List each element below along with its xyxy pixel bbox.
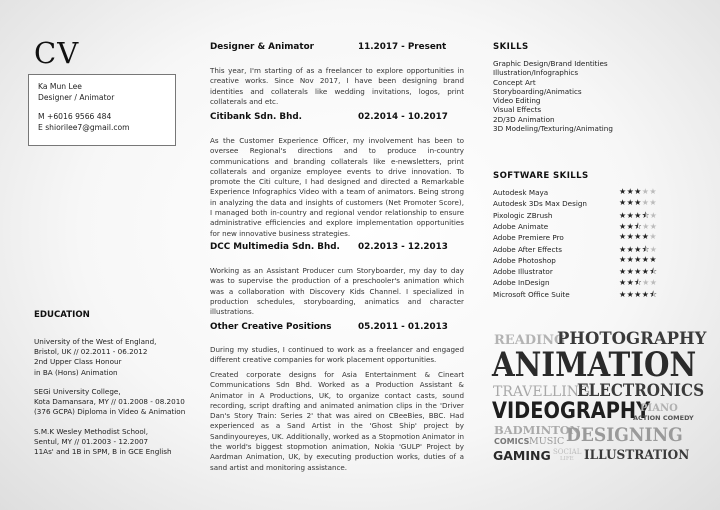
interest-word: COMICS [494, 437, 530, 446]
education-line: 2nd Upper Class Honour [34, 357, 122, 367]
job-description: Created corporate designs for Asia Entertainment & Cineart Communications Sdn Bhd. Worked as a Production Assistant & Animator in A Productions, UK, to organize contact casts, sound recording, script drafting and animated animation clips in the 'Driver Dan's Story Train: Series 2' that was aired on CBeeBies, BBC. Had experienced as a Sand Artist in the 'Ghost Ship' project by Sandinyoureyes, UK. Additionally, worked as a Stopmotion Animator in the world's biggest stopmotion animation, Nokia 'GULP' Project by Aardman Animation, UK, by executing production works, duties of a sand artist and monitoring assistance. [210, 370, 464, 472]
education-line: in BA (Hons) Animation [34, 367, 118, 377]
software-row [493, 290, 669, 301]
job-heading [210, 42, 447, 52]
job-description: During my studies, I continued to work as a freelancer and engaged different creative companies for work placement opportunities. [210, 345, 464, 365]
interest-word: PHOTOGRAPHY [557, 329, 707, 348]
software-name: Microsoft Office Suite [493, 289, 570, 299]
software-name: Adobe Premiere Pro [493, 233, 564, 243]
interest-word: SOCIAL [553, 448, 582, 456]
job-date: 02.2013 - 12.2013 [358, 242, 448, 252]
education-line: Bristol, UK // 02.2011 - 06.2012 [34, 347, 148, 357]
education-line: SEGi University College, [34, 387, 121, 396]
skill-item: Graphic Design/Brand Identities [493, 59, 608, 68]
education-line: University of the West of England, [34, 337, 157, 346]
skill-item: Visual Effects [493, 105, 542, 115]
star-rating-icon: ★★★★★ [619, 232, 657, 242]
interest-word: READING [494, 333, 566, 348]
interest-word: PIANO [640, 403, 678, 414]
job-date: 11.2017 - Present [358, 42, 447, 52]
skill-item: Video Editing [493, 96, 541, 106]
star-rating-icon: ★★★★⯪ [619, 289, 658, 299]
software-heading: SOFTWARE SKILLS [493, 171, 589, 181]
contact-name: Ka Mun Lee [38, 82, 82, 91]
education-item [34, 427, 172, 458]
interest-word: DESIGNING [566, 424, 683, 446]
job-description: Working as an Assistant Producer cum Storyboarder, my day to day was to supervise the production of a preschooler's animation which was a collaboration with Discovery Kids Channel. I specialized in production schedules, storyboarding, animatics and character illustrations. [210, 266, 464, 317]
job-title: Citibank Sdn. Bhd. [210, 112, 303, 122]
skill-item: 3D Modeling/Texturing/Animating [493, 124, 613, 134]
interest-word: GAMING [493, 448, 551, 463]
interest-word: ELECTRONICS [577, 381, 705, 400]
software-name: Autodesk Maya [493, 188, 549, 197]
interest-word: VIDEOGRAPHY [492, 399, 651, 424]
interest-word: LIFE [560, 456, 574, 462]
software-name: Adobe After Effects [493, 244, 562, 254]
star-rating-icon: ★★★⯪★ [619, 210, 658, 220]
job-heading [210, 242, 448, 252]
skill-item: Illustration/Infographics [493, 68, 579, 78]
contact-email: E shiorilee7@gmail.com [38, 123, 130, 132]
job-title: DCC Multimedia Sdn. Bhd. [210, 242, 340, 252]
job-heading [210, 112, 448, 122]
star-rating-icon: ★★★★★ [619, 254, 657, 264]
education-line: Sentul, MY // 01.2003 - 12.2007 [34, 437, 149, 447]
education-item [34, 337, 156, 378]
skill-item: 2D/3D Animation [493, 114, 555, 124]
job-date: 02.2014 - 10.2017 [358, 112, 448, 122]
education-line: 11As' and 1B in SPM, B in GCE English [34, 447, 172, 457]
interest-word: ILLUSTRATION [584, 448, 690, 463]
job-date: 05.2011 - 01.2013 [358, 322, 448, 332]
interest-word: MUSIC [529, 436, 565, 447]
skill-item: Storyboarding/Animatics [493, 86, 582, 96]
education-line: (376 GCPA) Diploma in Video & Animation [34, 407, 186, 417]
software-name: Autodesk 3Ds Max Design [493, 199, 587, 209]
star-rating-icon: ★★★★★ [619, 187, 657, 196]
job-title: Designer & Animator [210, 42, 314, 52]
star-rating-icon: ★★★★★ [619, 198, 657, 208]
software-name: Adobe Animate [493, 221, 549, 231]
interest-word: ANIMATION [492, 345, 697, 385]
interest-word: ACTION COMEDY [633, 414, 694, 422]
education-line: S.M.K Wesley Methodist School, [34, 427, 149, 436]
software-name: Adobe Photoshop [493, 255, 556, 265]
skills-list [493, 59, 613, 133]
job-description: As the Customer Experience Officer, my involvement has been to oversee Regional's directions and to produce in-country communications and branding collaterals like e-newsletters, print collaterals and organize employee events to drive innovation. To promote the Citi culture, I had designed and directed a Remarkable Experience Infographics Video with a team of animators. Being strong in analyzing the data and insights of customers (Net Promoter Score), I managed both in-country and regional vendor relationship to ensure administrative efficiencies and explore implementation opportunities for new innovative business strategies. [210, 136, 464, 238]
contact-role: Designer / Animator [38, 93, 115, 102]
job-heading [210, 322, 448, 332]
star-rating-icon: ★★★★⯪ [619, 267, 658, 277]
software-name: Adobe Illustrator [493, 267, 553, 277]
star-rating-icon: ★★⯪★★ [619, 221, 658, 231]
interest-word: TRAVELLING [493, 384, 591, 400]
star-rating-icon: ★★★⯪★ [619, 244, 658, 254]
software-name: Adobe InDesign [493, 278, 550, 288]
contact-card [28, 74, 176, 146]
page-title: CV [34, 36, 80, 70]
education-heading: EDUCATION [34, 310, 90, 320]
star-rating-icon: ★★⯪★★ [619, 278, 658, 288]
contact-phone: M +6016 9566 484 [38, 112, 112, 121]
software-name: Pixologic ZBrush [493, 210, 553, 220]
job-title: Other Creative Positions [210, 322, 332, 332]
skills-heading: SKILLS [493, 42, 529, 52]
interest-word: BADMINTON [494, 423, 581, 437]
education-line: Kota Damansara, MY // 01.2008 - 08.2010 [34, 397, 185, 407]
skill-item: Concept Art [493, 77, 536, 87]
education-item [34, 387, 185, 418]
job-description: This year, I'm starting of as a freelancer to explore opportunities in creative works. Since Nov 2017, I have been designing brand identities and collaterals like wedding invitations, logos, print collaterals and etc. [210, 66, 464, 106]
